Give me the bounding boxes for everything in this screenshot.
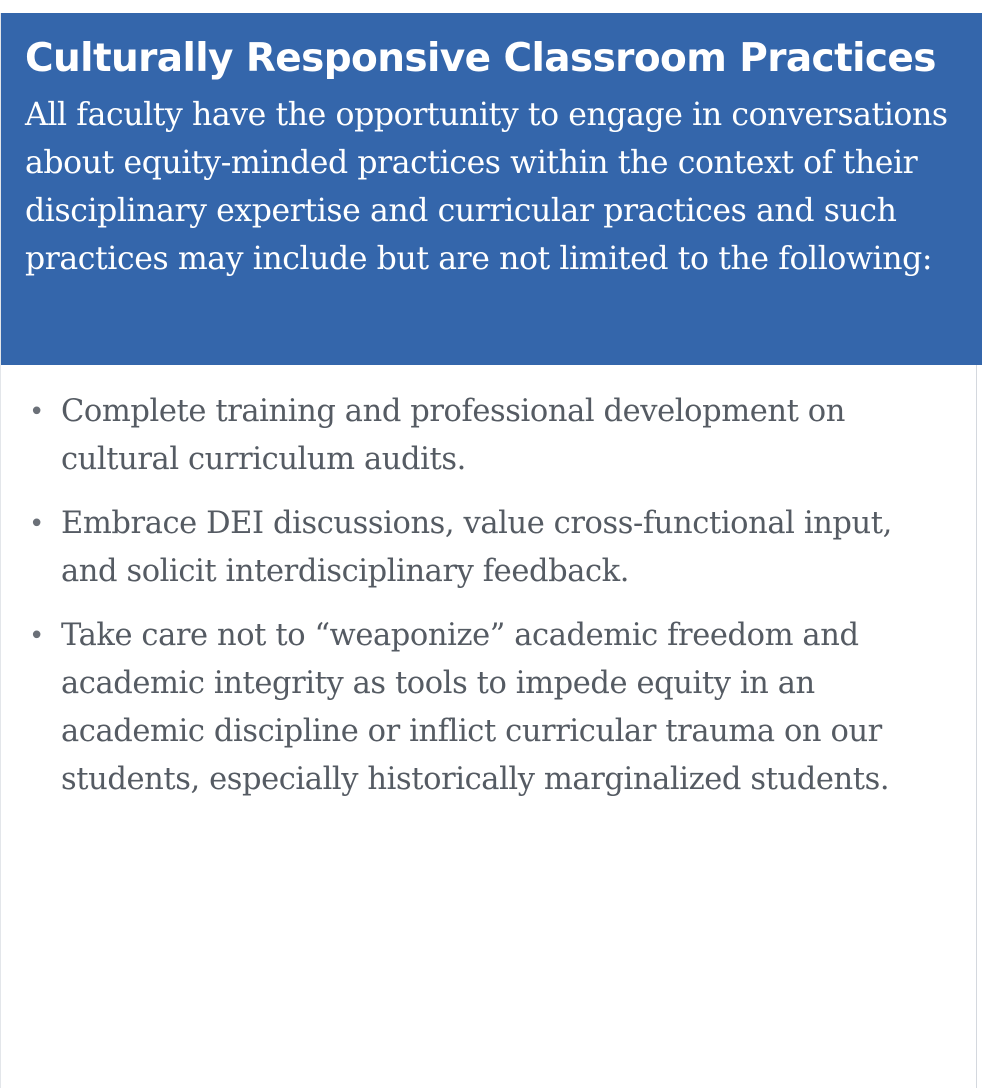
bullet-icon: •	[29, 621, 44, 651]
practices-list	[1, 388, 923, 820]
list-item	[29, 612, 923, 804]
list-item-text: Complete training and professional development on cultural curriculum audits.	[61, 394, 846, 477]
list-item-text: Embrace DEI discussions, value cross-functional input, and solicit interdisciplinary feedback.	[61, 506, 892, 589]
bullet-icon: •	[29, 397, 44, 427]
list-item	[29, 388, 923, 484]
card-header	[1, 13, 982, 365]
card-title: Culturally Responsive Classroom Practices	[25, 36, 936, 81]
list-item	[29, 500, 923, 596]
bullet-icon: •	[29, 509, 44, 539]
list-item-text: Take care not to “weaponize” academic freedom and academic integrity as tools to impede equity in an academic discipline or inflict curricular trauma on our students, especially historically marginalized students.	[61, 618, 890, 797]
practices-card	[0, 13, 977, 1088]
card-intro: All faculty have the opportunity to engage in conversations about equity-minded practices within the context of their disciplinary expertise and curricular practices and such practices may include but are not limited to the following:	[25, 97, 948, 277]
